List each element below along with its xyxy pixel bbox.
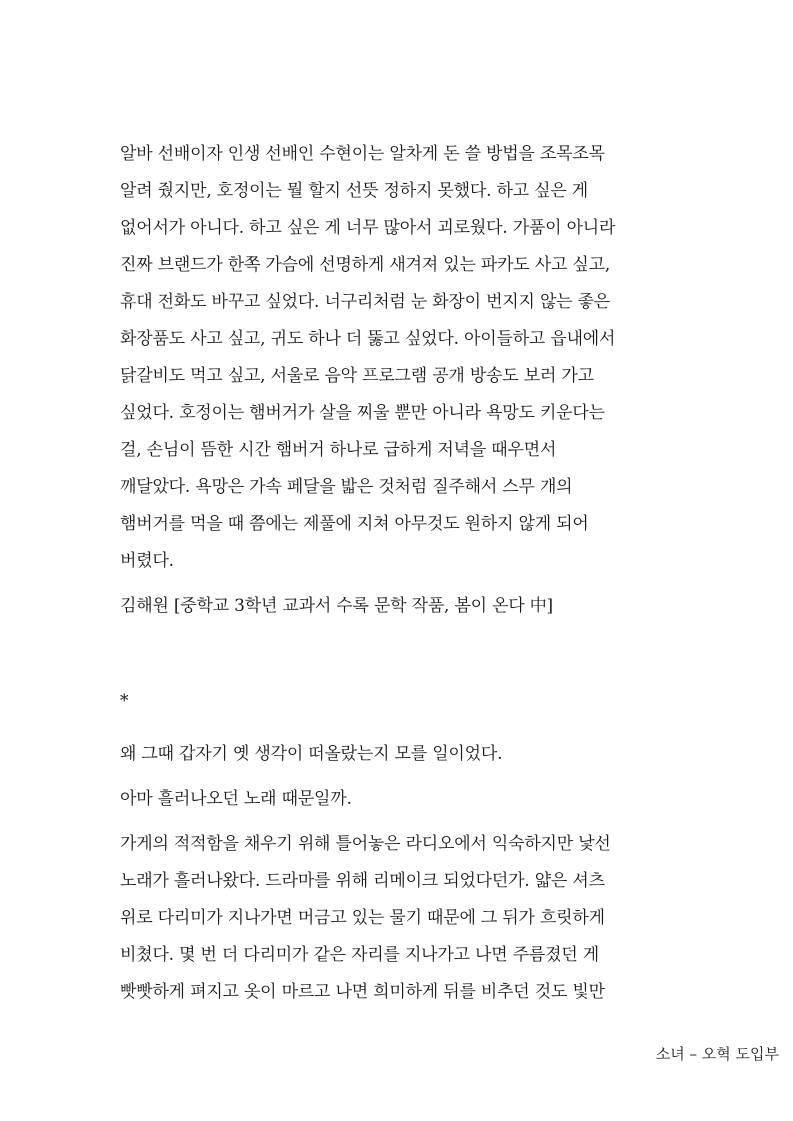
document-body [120, 136, 680, 1011]
text-line: 싶었다. 호정이는 햄버거가 살을 찌울 뿐만 아니라 욕망도 키운다는 [120, 403, 605, 423]
section-separator [120, 683, 680, 720]
text-line: 비쳤다. 몇 번 더 다리미가 같은 자리를 지나가고 나면 주름졌던 게 [120, 945, 600, 965]
text-line: 깨달았다. 욕망은 가속 페달을 밟은 것처럼 질주해서 스무 개의 [120, 477, 573, 497]
text-line: 빳빳하게 펴지고 옷이 마르고 나면 희미하게 뒤를 비추던 것도 빛만 [120, 982, 605, 1002]
text-line: 가게의 적적함을 채우기 위해 틀어놓은 라디오에서 익숙하지만 낯선 [120, 834, 611, 854]
page-footer: 소녀 – 오혁 도입부 [655, 1045, 779, 1063]
text-line: 알바 선배이자 인생 선배인 수현이는 알차게 돈 쓸 방법을 조목조목 [120, 144, 605, 164]
paragraph-2 [120, 736, 680, 773]
text-line: 화장품도 사고 싶고, 귀도 하나 더 뚫고 싶었다. 아이들하고 읍내에서 [120, 329, 616, 349]
paragraph-3 [120, 781, 680, 818]
citation [120, 588, 680, 625]
asterisk-separator: * [120, 691, 129, 711]
spacer [120, 625, 680, 683]
text-line: 닭갈비도 먹고 싶고, 서울로 음악 프로그램 공개 방송도 보러 가고 [120, 366, 594, 386]
paragraph-excerpt [120, 136, 680, 580]
text-line: 위로 다리미가 지나가면 머금고 있는 물기 때문에 그 뒤가 흐릿하게 [120, 908, 605, 928]
spacer [120, 720, 680, 736]
text-line: 휴대 전화도 바꾸고 싶었다. 너구리처럼 눈 화장이 번지지 않는 좋은 [120, 292, 611, 312]
spacer [120, 818, 680, 826]
text-line: 걸, 손님이 뜸한 시간 햄버거 하나로 급하게 저녁을 때우면서 [120, 440, 557, 460]
text-line: 알려 줬지만, 호정이는 뭘 할지 선뜻 정하지 못했다. 하고 싶은 게 [120, 181, 588, 201]
spacer [120, 773, 680, 781]
text-line: 왜 그때 갑자기 옛 생각이 떠올랐는지 모를 일이었다. [120, 744, 503, 764]
paragraph-4 [120, 826, 680, 1011]
text-line: 아마 흘러나오던 노래 때문일까. [120, 789, 352, 809]
text-line: 햄버거를 먹을 때 쯤에는 제풀에 지쳐 아무것도 원하지 않게 되어 [120, 514, 589, 534]
text-line: 노래가 흘러나왔다. 드라마를 위해 리메이크 되었다던가. 얇은 셔츠 [120, 871, 605, 891]
citation-text: 김해원 [중학교 3학년 교과서 수록 문학 작품, 봄이 온다 中] [120, 596, 553, 616]
text-line: 진짜 브랜드가 한쪽 가슴에 선명하게 새겨져 있는 파카도 사고 싶고, [120, 255, 611, 275]
text-line: 버렸다. [120, 551, 174, 571]
text-line: 없어서가 아니다. 하고 싶은 게 너무 많아서 괴로웠다. 가품이 아니라 [120, 218, 616, 238]
spacer [120, 580, 680, 588]
